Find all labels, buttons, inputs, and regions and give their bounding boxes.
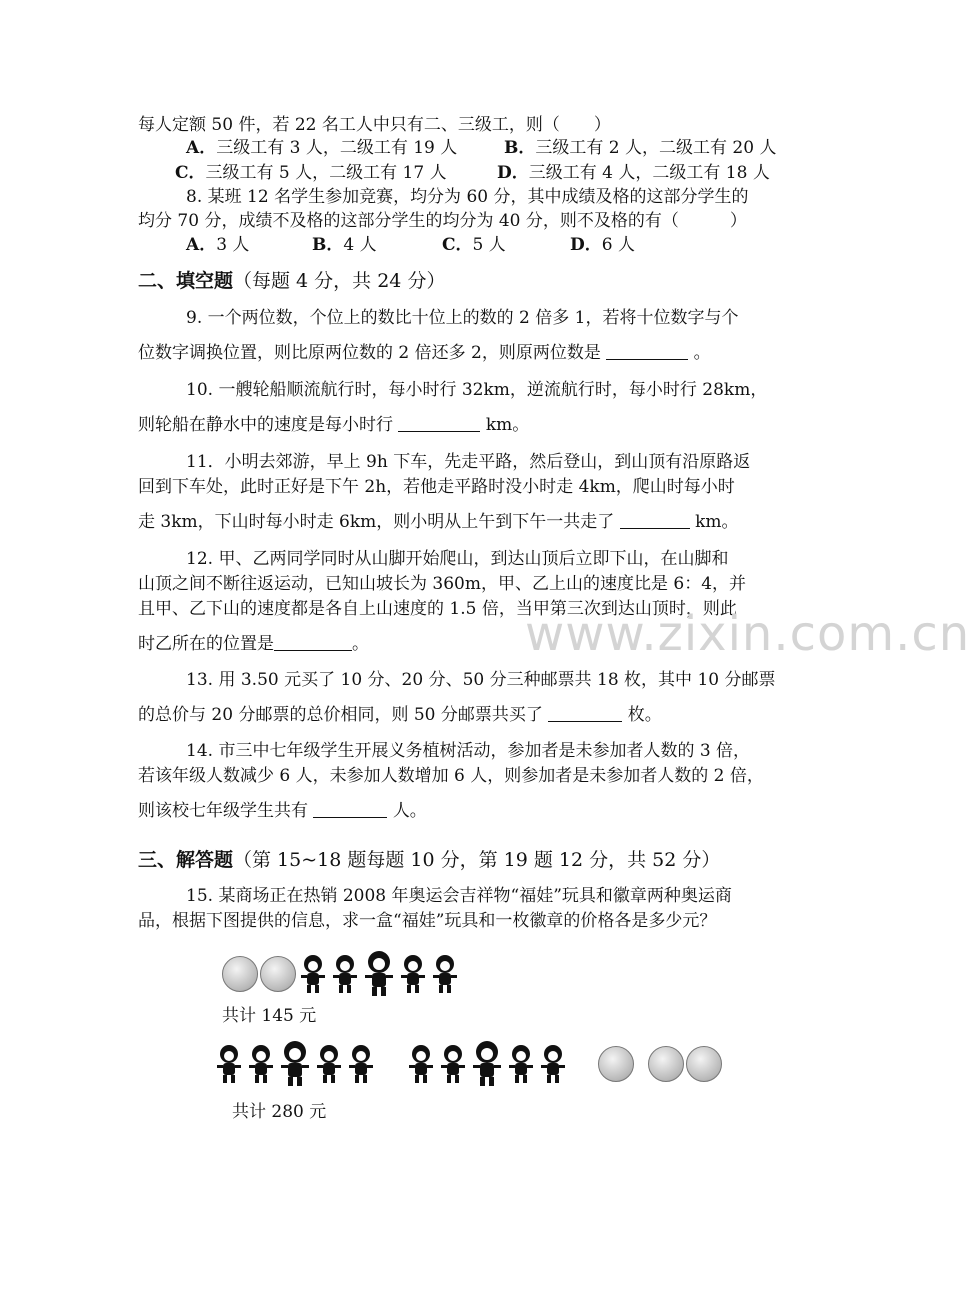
q12-line4: 时乙所在的位置是 。 <box>138 634 369 654</box>
olympic-badge-icon <box>222 956 258 992</box>
section2-heading: 二、填空题（每题 4 分，共 24 分） <box>138 270 446 292</box>
q7-option-d: D．三级工有 4 人，二级工有 18 人 <box>497 163 770 183</box>
q9-line1: 9. 一个两位数，个位上的数比十位上的数的 2 倍多 1，若将十位数字与个 <box>186 308 739 328</box>
q9-line2: 位数字调换位置，则比原两位数的 2 倍还多 2，则原两位数是 。 <box>138 343 711 363</box>
q8-line1: 8. 某班 12 名学生参加竞赛，均分为 60 分，其中成绩及格的这部分学生的 <box>186 187 749 207</box>
fuwa-doll-icon <box>278 1040 312 1088</box>
q7-option-a: A．三级工有 3 人，二级工有 19 人 <box>186 138 458 158</box>
q11-line2: 回到下车处，此时正好是下午 2h，若他走平路时没小时走 4km，爬山时每小时 <box>138 477 735 497</box>
fuwa-doll-icon <box>330 953 360 995</box>
q8-option-a: A．3 人 <box>186 235 250 255</box>
q10-line2: 则轮船在静水中的速度是每小时行 km。 <box>138 415 530 435</box>
fuwa-doll-icon <box>470 1040 504 1088</box>
olympic-badge-icon <box>260 956 296 992</box>
olympic-badge-icon <box>648 1046 684 1082</box>
q14-line1: 14. 市三中七年级学生开展义务植树活动，参加者是未参加者人数的 3 倍， <box>186 741 751 761</box>
q11-answer-blank[interactable] <box>620 510 690 529</box>
fuwa-doll-icon <box>362 950 396 998</box>
q12-line1: 12. 甲、乙两同学同时从山脚开始爬山，到达山顶后立即下山，在山脚和 <box>186 549 729 569</box>
q8-option-d: D．6 人 <box>570 235 635 255</box>
fuwa-doll-icon <box>538 1043 568 1085</box>
fuwa-doll-icon <box>298 953 328 995</box>
fuwa-doll-icon <box>438 1043 468 1085</box>
fuwa-doll-icon <box>314 1043 344 1085</box>
q15-total-1: 共计 145 元 <box>222 1006 317 1026</box>
fuwa-doll-icon <box>246 1043 276 1085</box>
q12-line3: 且甲、乙下山的速度都是各自上山速度的 1.5 倍，当甲第三次到达山顶时，则此 <box>138 599 737 619</box>
q7-option-c: C．三级工有 5 人，二级工有 17 人 <box>175 163 447 183</box>
picture-row-2 <box>214 1040 724 1088</box>
q15-total-2: 共计 280 元 <box>232 1102 327 1122</box>
fuwa-doll-icon <box>506 1043 536 1085</box>
q8-option-b: B．4 人 <box>312 235 377 255</box>
fuwa-doll-icon <box>398 953 428 995</box>
fuwa-doll-icon <box>214 1043 244 1085</box>
q12-line2: 山顶之间不断往返运动，已知山坡长为 360m，甲、乙上山的速度比是 6：4，并 <box>138 574 747 594</box>
olympic-badge-icon <box>598 1046 634 1082</box>
q9-answer-blank[interactable] <box>606 341 688 360</box>
q12-answer-blank[interactable] <box>274 632 352 651</box>
q10-line1: 10. 一艘轮船顺流航行时，每小时行 32km，逆流航行时，每小时行 28km， <box>186 380 768 400</box>
q8-option-c: C．5 人 <box>442 235 506 255</box>
q15-line2: 品，根据下图提供的信息，求一盒“福娃”玩具和一枚徽章的价格各是多少元？ <box>138 911 717 931</box>
olympic-badge-icon <box>686 1046 722 1082</box>
q11-line3: 走 3km，下山时每小时走 6km，则小明从上午到下午一共走了 km。 <box>138 512 739 532</box>
q13-line2: 的总价与 20 分邮票的总价相同，则 50 分邮票共买了 枚。 <box>138 705 662 725</box>
fuwa-doll-icon <box>430 953 460 995</box>
q11-line1: 11．小明去郊游，早上 9h 下车，先走平路，然后登山，到山顶有沿原路返 <box>186 452 751 472</box>
picture-row-1 <box>222 950 462 998</box>
q14-line2: 若该年级人数减少 6 人，未参加人数增加 6 人，则参加者是未参加者人数的 2 倍， <box>138 766 764 786</box>
q13-line1: 13. 用 3.50 元买了 10 分、20 分、50 分三种邮票共 18 枚，其中 10 分邮票 <box>186 670 776 690</box>
q7-option-b: B．三级工有 2 人，二级工有 20 人 <box>504 138 777 158</box>
q14-answer-blank[interactable] <box>313 799 387 818</box>
section3-heading: 三、解答题（第 15~18 题每题 10 分，第 19 题 12 分，共 52 分） <box>138 849 721 871</box>
q13-answer-blank[interactable] <box>548 703 622 722</box>
q14-line3: 则该校七年级学生共有 人。 <box>138 801 427 821</box>
q10-answer-blank[interactable] <box>398 413 480 432</box>
fuwa-doll-icon <box>406 1043 436 1085</box>
q8-line2: 均分 70 分，成绩不及格的这部分学生的均分为 40 分，则不及格的有（ ） <box>138 211 747 231</box>
watermark: www.zixin.com.cn <box>525 606 970 662</box>
q7-stem: 每人定额 50 件，若 22 名工人中只有二、三级工，则（ ） <box>138 115 611 135</box>
fuwa-doll-icon <box>346 1043 376 1085</box>
q15-line1: 15. 某商场正在热销 2008 年奥运会吉祥物“福娃”玩具和徽章两种奥运商 <box>186 886 732 906</box>
